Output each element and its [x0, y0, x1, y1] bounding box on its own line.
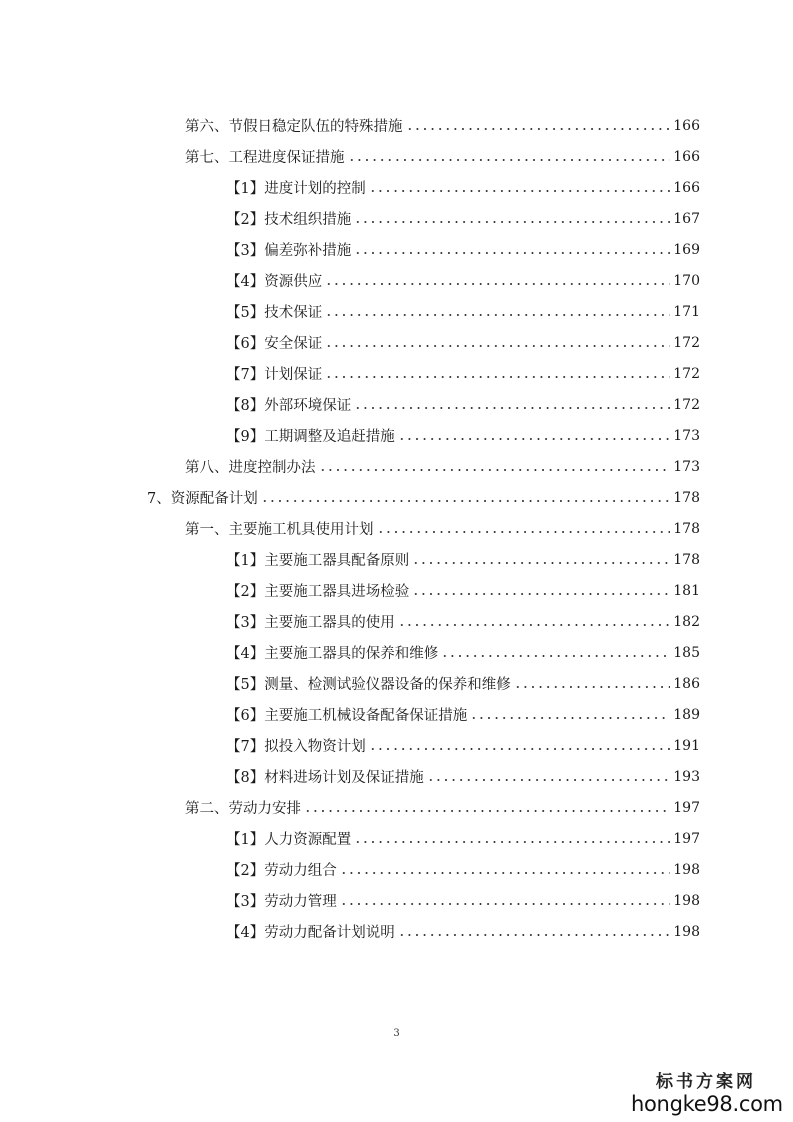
toc-leader-dots: [325, 314, 670, 316]
toc-entry-title: 【9】工期调整及追赶措施: [226, 429, 395, 445]
toc-entry-page: 197: [673, 830, 700, 847]
toc-entry-page: 166: [673, 148, 700, 165]
toc-entry-page: 198: [673, 861, 700, 878]
toc-entry-page: 182: [673, 613, 700, 630]
toc-entry-page: 173: [673, 458, 700, 475]
toc-entry-title: 【1】人力资源配置: [226, 832, 352, 848]
toc-leader-dots: [369, 748, 671, 750]
toc-entry[interactable]: [185, 110, 700, 141]
toc-entry-title: 【4】主要施工器具的保养和维修: [226, 646, 439, 662]
toc-entry[interactable]: [185, 141, 700, 172]
toc-entry[interactable]: [226, 575, 700, 606]
toc-entry-title: 【7】计划保证: [226, 367, 323, 383]
toc-entry[interactable]: [226, 730, 700, 761]
toc-entry-page: 178: [673, 489, 700, 506]
toc-leader-dots: [340, 872, 671, 874]
toc-entry-title: 第六、节假日稳定队伍的特殊措施: [185, 119, 403, 135]
toc-entry[interactable]: [226, 296, 700, 327]
toc-leader-dots: [398, 624, 671, 626]
toc-leader-dots: [441, 655, 670, 657]
toc-leader-dots: [398, 934, 671, 936]
toc-entry-title: 第二、劳动力安排: [185, 801, 301, 817]
toc-leader-dots: [261, 500, 671, 502]
toc-entry-page: 169: [673, 241, 700, 258]
toc-entry-title: 【3】主要施工器具的使用: [226, 615, 395, 631]
toc-entry-page: 166: [673, 117, 700, 134]
watermark-name: 标书方案网: [656, 1072, 756, 1092]
toc-leader-dots: [325, 376, 670, 378]
toc-entry[interactable]: [226, 172, 700, 203]
toc-leader-dots: [354, 221, 670, 223]
toc-entry[interactable]: [226, 420, 700, 451]
toc-leader-dots: [325, 283, 670, 285]
toc-entry[interactable]: [147, 482, 700, 513]
toc-entry-page: 173: [673, 427, 700, 444]
toc-leader-dots: [348, 159, 671, 161]
toc-entry-title: 【1】进度计划的控制: [226, 181, 366, 197]
toc-entry-title: 【6】主要施工机械设备配备保证措施: [226, 708, 468, 724]
toc-entry-page: 167: [673, 210, 700, 227]
toc-entry[interactable]: [226, 265, 700, 296]
toc-entry[interactable]: [185, 451, 700, 482]
toc-entry-title: 【3】劳动力管理: [226, 894, 337, 910]
toc-entry[interactable]: [226, 699, 700, 730]
toc-entry[interactable]: [185, 513, 700, 544]
toc-entry[interactable]: [226, 234, 700, 265]
toc-entry-page: 193: [673, 768, 700, 785]
toc-leader-dots: [354, 841, 670, 843]
toc-leader-dots: [427, 779, 671, 781]
toc-leader-dots: [514, 686, 671, 688]
toc-entry-title: 第一、主要施工机具使用计划: [185, 522, 374, 538]
toc-entry-page: 171: [673, 303, 700, 320]
toc-entry-page: 166: [673, 179, 700, 196]
toc-entry-page: 178: [673, 520, 700, 537]
toc-entry-page: 186: [673, 675, 700, 692]
toc-entry-page: 198: [673, 892, 700, 909]
toc-entry[interactable]: [226, 606, 700, 637]
toc-entry-title: 【7】拟投入物资计划: [226, 739, 366, 755]
toc-entry-page: 181: [673, 582, 700, 599]
toc-entry[interactable]: [226, 544, 700, 575]
toc-entry[interactable]: [226, 389, 700, 420]
toc-entry-title: 【3】偏差弥补措施: [226, 243, 352, 259]
toc-entry-title: 【4】资源供应: [226, 274, 323, 290]
toc-leader-dots: [406, 128, 671, 130]
toc-entry-page: 178: [673, 551, 700, 568]
toc-entry-page: 198: [673, 923, 700, 940]
page-number: 3: [393, 1028, 400, 1039]
toc-entry[interactable]: [226, 668, 700, 699]
toc-entry[interactable]: [226, 637, 700, 668]
toc-entry[interactable]: [226, 885, 700, 916]
toc-entry[interactable]: [226, 358, 700, 389]
toc-entry-title: 【8】材料进场计划及保证措施: [226, 770, 424, 786]
toc-entry-title: 第八、进度控制办法: [185, 460, 316, 476]
toc-leader-dots: [319, 469, 671, 471]
toc-leader-dots: [354, 252, 670, 254]
toc-entry[interactable]: [226, 203, 700, 234]
toc-leader-dots: [369, 190, 671, 192]
toc-entry-title: 【1】主要施工器具配备原则: [226, 553, 410, 569]
toc-entry-title: 【2】技术组织措施: [226, 212, 352, 228]
watermark-url: hongke98.com: [631, 1092, 783, 1116]
toc-leader-dots: [377, 531, 671, 533]
toc-leader-dots: [398, 438, 671, 440]
toc-entry-page: 185: [673, 644, 700, 661]
toc-leader-dots: [354, 407, 670, 409]
toc-entry-title: 【2】主要施工器具进场检验: [226, 584, 410, 600]
toc-entry[interactable]: [226, 823, 700, 854]
toc-entry-page: 189: [673, 706, 700, 723]
toc-entry[interactable]: [226, 761, 700, 792]
toc-entry-page: 172: [673, 396, 700, 413]
toc-entry-title: 【6】安全保证: [226, 336, 323, 352]
toc-entry-title: 【8】外部环境保证: [226, 398, 352, 414]
toc-entry-page: 172: [673, 365, 700, 382]
toc-entry-title: 【4】劳动力配备计划说明: [226, 925, 395, 941]
toc-entry-page: 197: [673, 799, 700, 816]
toc-entry-title: 【5】技术保证: [226, 305, 323, 321]
toc-entry-title: 7、资源配备计划: [147, 491, 258, 507]
toc-entry[interactable]: [226, 854, 700, 885]
toc-entry-page: 172: [673, 334, 700, 351]
toc-entry-page: 191: [673, 737, 700, 754]
toc-leader-dots: [412, 593, 670, 595]
toc-leader-dots: [470, 717, 670, 719]
toc-entry[interactable]: [185, 792, 700, 823]
toc-entry-title: 第七、工程进度保证措施: [185, 150, 345, 166]
toc-entry-page: 170: [673, 272, 700, 289]
toc-entry-title: 【5】测量、检测试验仪器设备的保养和维修: [226, 677, 511, 693]
toc-leader-dots: [412, 562, 670, 564]
site-watermark: [631, 1072, 781, 1116]
toc-entry-title: 【2】劳动力组合: [226, 863, 337, 879]
toc-leader-dots: [304, 810, 670, 812]
toc-entry[interactable]: [226, 327, 700, 358]
toc-leader-dots: [340, 903, 671, 905]
toc-leader-dots: [325, 345, 670, 347]
toc-entry[interactable]: [226, 916, 700, 947]
